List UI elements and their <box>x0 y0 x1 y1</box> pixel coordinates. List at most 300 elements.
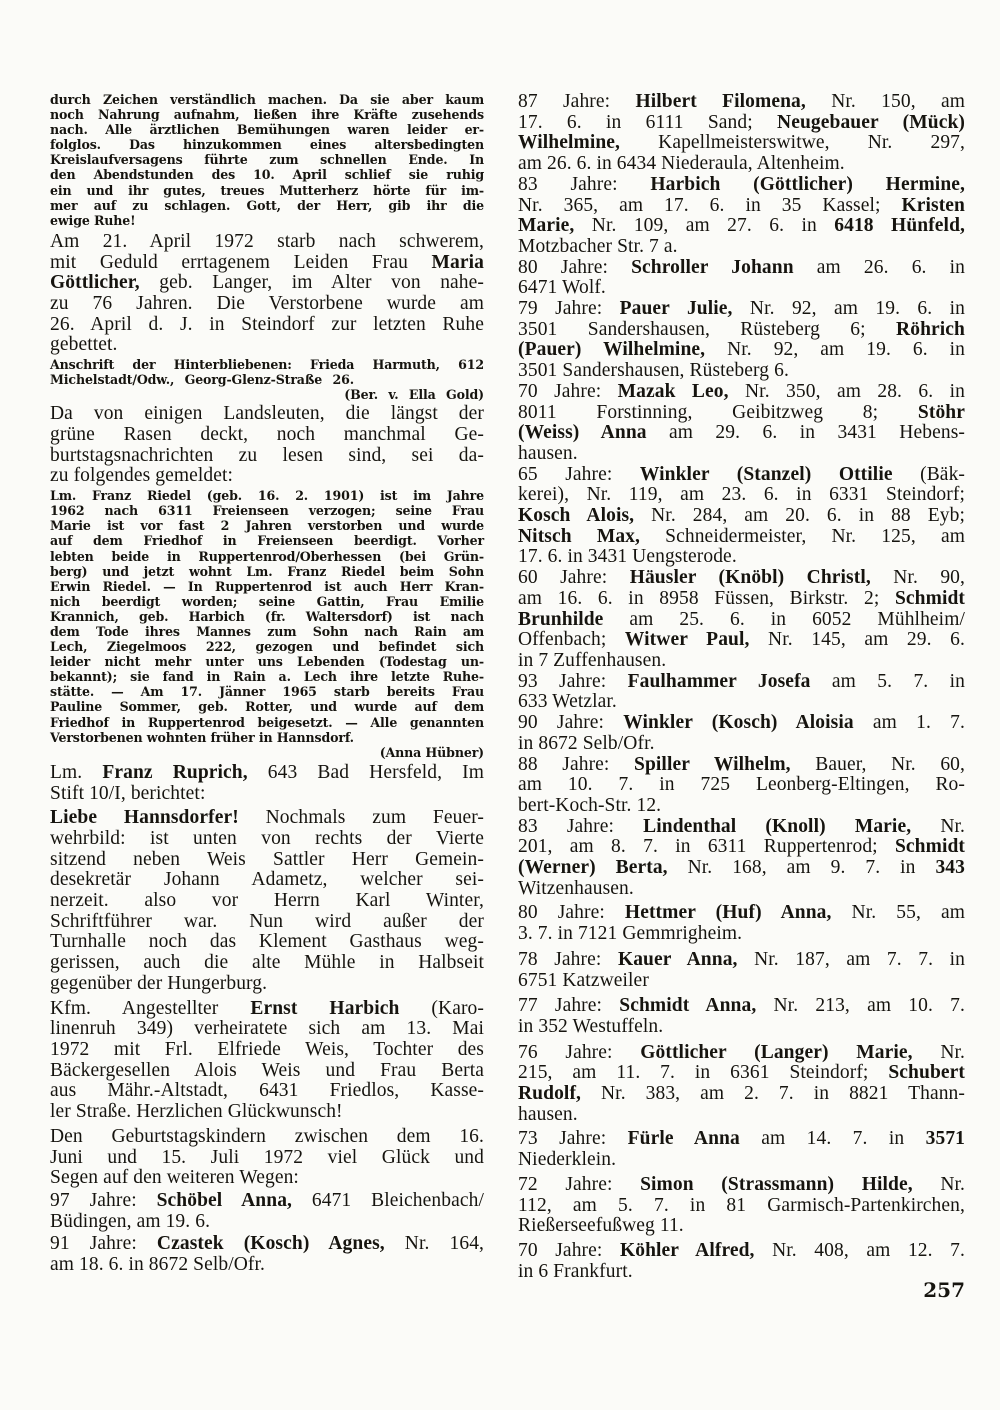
text-run: am 5. 7. in <box>810 670 966 692</box>
text-run: (Karo- <box>399 997 484 1019</box>
text-line <box>50 745 484 760</box>
bold-text-run: Marie, <box>518 215 575 237</box>
text-run: Nr. 383, am 2. 7. in 8821 Thann- <box>581 1083 965 1105</box>
text-run: am 16. 6. in 8958 Füssen, Birkstr. 2; <box>518 587 895 609</box>
text-run: stätte. — Am 17. Jänner 1965 starb bereits Frau <box>50 684 484 700</box>
text-line <box>50 1234 484 1255</box>
text-line <box>50 730 484 745</box>
text-line <box>50 107 484 122</box>
paragraph <box>50 763 484 804</box>
text-run: Nr. 92, am 19. 6. in <box>705 339 966 361</box>
text-run: nach. Alle ärztlichen Bemühungen waren leider er- <box>50 122 484 138</box>
text-run: Nr. 168, am 9. 7. in <box>667 857 936 879</box>
text-run: gegenüber der Hungerburg. <box>50 972 268 994</box>
text-run: hausen. <box>518 442 578 464</box>
text-run: Nr. 150, am <box>805 91 966 112</box>
text-line <box>518 237 965 258</box>
bold-text-run: Schubert <box>888 1062 965 1084</box>
bold-text-run: Winkler (Stanzel) Ottilie <box>639 463 893 485</box>
text-run: desekretär Johann Adametz, welcher sei- <box>50 869 484 891</box>
bold-text-run: Krannich, <box>50 608 119 624</box>
text-run: Kreislaufversagens führte zum schnellen Ende. In <box>50 152 484 168</box>
text-run: Nr. 145, am 29. 6. <box>749 629 965 651</box>
text-line <box>518 506 965 527</box>
paragraph <box>518 465 965 569</box>
text-run: (geb. 16. 2. 1901) ist im Jahre <box>190 488 484 504</box>
text-run: Nr. 164, <box>384 1233 485 1255</box>
text-run: in 7 Zuffenhausen. <box>518 649 667 671</box>
bold-text-run: (Pauer) Wilhelmine, <box>518 339 706 361</box>
text-line <box>518 796 965 817</box>
text-run: Büdingen, am 19. 6. <box>50 1210 211 1232</box>
text-run: mer auf zu schlagen. Gott, der Herr, gib ihr die <box>50 197 484 213</box>
text-line <box>50 533 484 548</box>
text-line <box>518 320 965 341</box>
text-run: Am 21. April 1972 starb nach schwerem, <box>50 230 484 252</box>
paragraph <box>518 950 965 991</box>
text-run: 76 Jahre: <box>518 1041 641 1063</box>
text-run: Niederklein. <box>518 1149 617 1171</box>
text-run: Motzbacher Str. 7 a. <box>518 235 678 257</box>
text-run: Lech, Ziegelmoos 222, gezogen und befindet sich <box>50 639 484 655</box>
paragraph <box>50 488 484 760</box>
text-run: 65 Jahre: <box>518 463 640 485</box>
text-line <box>50 167 484 182</box>
text-run: Pauline <box>50 699 120 715</box>
text-line <box>518 1043 965 1064</box>
bold-text-run: Spiller Wilhelm, <box>634 753 791 775</box>
text-run: 112, am 5. 7. in 81 Garmisch-Partenkirchen, <box>518 1194 965 1216</box>
bold-text-run: (Weiss) Anna <box>518 422 647 444</box>
paragraph <box>518 299 965 382</box>
text-run: 17. 6. in 6111 Sand; <box>518 111 778 133</box>
text-line <box>50 763 484 784</box>
text-line <box>50 1191 484 1212</box>
text-line <box>50 122 484 137</box>
text-line <box>518 1196 965 1217</box>
paragraph <box>50 92 484 228</box>
text-run: am 18. 6. in 8672 Selb/Ofr. <box>50 1254 266 1276</box>
text-line <box>50 912 484 933</box>
bold-text-run: Simon (Strassmann) Hilde, <box>640 1173 913 1195</box>
text-run: (Bäk- <box>892 463 966 485</box>
text-run: den Abendstunden des 10. April schlief sie ruhig <box>50 167 484 183</box>
text-line <box>518 1129 965 1150</box>
bold-text-run: Kauer Anna, <box>617 948 738 970</box>
text-line <box>50 699 484 714</box>
text-run: 80 Jahre: <box>518 256 632 278</box>
text-line <box>518 879 965 900</box>
text-line <box>518 113 965 134</box>
text-line <box>50 609 484 624</box>
text-line <box>518 485 965 506</box>
paragraph <box>518 1175 965 1237</box>
text-line <box>518 672 965 693</box>
paragraph <box>50 1127 484 1189</box>
text-run: 83 Jahre: <box>518 173 651 195</box>
text-line <box>50 1168 484 1189</box>
text-line <box>518 651 965 672</box>
text-run: am 1. 7. <box>853 712 965 734</box>
text-run: 77 Jahre: <box>518 995 620 1017</box>
text-run: dem Tode ihres Mannes zum Sohn nach Rain am <box>50 624 484 639</box>
text-line <box>518 630 965 651</box>
bold-text-run: Sommer, <box>119 699 181 715</box>
text-line <box>518 775 965 796</box>
paragraph <box>518 755 965 817</box>
text-line <box>518 423 965 444</box>
text-line <box>518 589 965 610</box>
text-line <box>50 932 484 953</box>
text-line <box>518 278 965 299</box>
bold-text-run: 3571 <box>925 1128 966 1150</box>
text-run: 633 Wetzlar. <box>518 691 617 713</box>
bold-text-run: Neugebauer (Mück) <box>777 111 965 133</box>
text-line <box>50 466 484 487</box>
text-line <box>50 387 484 402</box>
text-run: Nr. 350, am 28. 6. in <box>728 380 965 402</box>
text-line <box>50 1061 484 1082</box>
text-run: zu folgendes gemeldet: <box>50 465 234 487</box>
text-line <box>518 924 965 945</box>
text-line <box>50 315 484 336</box>
text-run: (Anna Hübner) <box>379 744 484 760</box>
text-line <box>50 503 484 518</box>
text-run: Marie ist vor fast 2 Jahren verstorben und wurde <box>50 518 484 534</box>
text-run: ein und ihr gutes, treues Mutterherz hörte für im- <box>50 182 484 198</box>
text-run: aus Mähr.-Altstadt, 6431 Friedlos, Kasse- <box>50 1080 484 1102</box>
text-line <box>50 870 484 891</box>
text-run: bekannt); sie fand in Rain a. Lech ihre letzte Ruhe- <box>50 669 484 685</box>
bold-text-run: Harbich (Göttlicher) Hermine, <box>650 173 965 195</box>
text-run: Witzenhausen. <box>518 877 634 899</box>
text-run: 1972 mit Frl. Elfriede Weis, Tochter des <box>50 1038 484 1060</box>
text-line <box>518 1175 965 1196</box>
text-line <box>50 1127 484 1148</box>
text-run: 643 Bad Hersfeld, Im <box>247 761 485 783</box>
text-run: Bauer, Nr. 60, <box>790 753 966 775</box>
text-run: am 29. 6. in 3431 Hebens- <box>646 422 965 444</box>
text-line <box>518 1017 965 1038</box>
text-run: Michelstadt/Odw., Georg-Glenz-Straße 26. <box>50 372 354 388</box>
text-line <box>50 669 484 684</box>
text-run: burtstagsnachrichten zu lesen sind, sei da- <box>50 444 484 466</box>
text-run: nich beerdigt worden; seine Gattin, Frau Emilie <box>50 593 484 609</box>
text-run: durch Zeichen verständlich machen. Da sie aber kaum <box>50 92 484 107</box>
text-run: Nr. 109, am 27. 6. in <box>574 215 835 237</box>
text-line <box>518 547 965 568</box>
text-run: 72 Jahre: <box>518 1173 641 1195</box>
text-line <box>518 382 965 403</box>
paragraph <box>50 404 484 487</box>
paragraph <box>50 808 484 994</box>
text-run: Erwin Riedel. — In Ruppertenrod ist auch Herr Kran- <box>50 578 484 594</box>
text-run: Nr. <box>912 1041 966 1063</box>
text-line <box>50 1212 484 1233</box>
bold-text-run: 6418 Hünfeld, <box>834 215 965 237</box>
text-run: Nr. 90, <box>870 567 965 589</box>
bold-text-run: Czastek (Kosch) Agnes, <box>156 1233 385 1255</box>
text-run: gebettet. <box>50 334 118 356</box>
bold-text-run: Faulhammer Josefa <box>627 670 811 692</box>
bold-text-run: Schmidt <box>894 836 965 858</box>
paragraph <box>518 92 965 175</box>
text-run: Nr. 284, am 20. 6. in 88 Eyb; <box>634 505 965 527</box>
paragraph <box>518 713 965 754</box>
text-line <box>518 734 965 755</box>
bold-text-run: Brunhilde <box>518 608 604 630</box>
text-line <box>518 444 965 465</box>
text-run: 60 Jahre: <box>518 567 630 589</box>
bold-text-run: Schmidt <box>894 587 965 609</box>
text-line <box>50 1019 484 1040</box>
bold-text-run: Hilbert Filomena, <box>635 91 806 112</box>
text-line <box>50 137 484 152</box>
text-run: linenruh 349) verheiratete sich am 13. Mai <box>50 1018 484 1040</box>
text-line <box>518 858 965 879</box>
text-line <box>50 273 484 294</box>
text-run: 6471 Bleichenbach/ <box>292 1189 484 1211</box>
paragraph <box>50 357 484 402</box>
text-run: am 25. 6. in 6052 Mühlheim/ <box>603 608 965 630</box>
text-line <box>50 549 484 564</box>
text-line <box>518 996 965 1017</box>
bold-text-run: Kristen <box>901 194 965 216</box>
text-line <box>50 639 484 654</box>
text-run: 73 Jahre: <box>518 1128 628 1150</box>
bold-text-run: Schroller Johann <box>631 256 794 278</box>
bold-text-run: Franz Ruprich, <box>102 761 248 783</box>
text-line <box>50 152 484 167</box>
text-run: Schneidermeister, Nr. 125, am <box>640 525 965 547</box>
text-line <box>518 755 965 776</box>
text-run: grüne Rasen deckt, noch manchmal Ge- <box>50 424 484 446</box>
text-run: Nr. 213, am 10. 7. <box>756 995 965 1017</box>
text-line <box>50 488 484 503</box>
text-run: 26. April d. J. in Steindorf zur letzten Ruhe <box>50 313 484 335</box>
text-line <box>50 446 484 467</box>
text-run: in 8672 Selb/Ofr. <box>518 732 655 754</box>
bold-text-run: Ernst Harbich <box>250 997 400 1019</box>
text-line <box>50 784 484 805</box>
text-run: 97 Jahre: <box>50 1189 157 1211</box>
text-line <box>50 213 484 228</box>
text-line <box>518 1084 965 1105</box>
text-run: 3501 Sandershausen, Rüsteberg 6. <box>518 360 789 382</box>
bold-text-run: Göttlicher, <box>50 272 140 294</box>
bold-text-run: Fürle Anna <box>627 1128 740 1150</box>
text-line <box>50 198 484 213</box>
text-run: kerei), Nr. 119, am 23. 6. in 6331 Steindorf; <box>518 484 965 506</box>
page-number: 257 <box>923 1278 965 1302</box>
text-line <box>50 999 484 1020</box>
bold-text-run: Kosch Alois, <box>518 505 635 527</box>
text-line <box>518 196 965 217</box>
column-left <box>50 92 484 1276</box>
text-run: 70 Jahre: <box>518 1239 620 1261</box>
text-line <box>518 1105 965 1126</box>
text-run: noch Nahrung aufnahm, ließen ihre Kräfte zusehends <box>50 107 484 123</box>
text-run: folglos. Das hinzukommen eines altersbedingten <box>50 137 484 153</box>
text-run: mit Geduld errtagenem Leiden Frau <box>50 251 432 273</box>
text-line <box>518 1241 965 1262</box>
text-run: Juni und 15. Juli 1972 viel Glück und <box>50 1146 484 1168</box>
paragraph <box>518 817 965 900</box>
bold-text-run: (Werner) Berta, <box>518 857 668 879</box>
text-line <box>50 579 484 594</box>
text-line <box>518 713 965 734</box>
bold-text-run: Lindenthal (Knoll) Marie, <box>643 815 912 837</box>
text-run: gerissen, auch die alte Mühle in Halbseit <box>50 952 484 974</box>
text-run: 91 Jahre: <box>50 1233 157 1255</box>
text-run: Nr. 187, am 7. 7. in <box>737 948 965 970</box>
paragraph <box>518 903 965 944</box>
text-run: in 6 Frankfurt. <box>518 1260 633 1282</box>
bold-text-run: Wilhelmine, <box>518 132 621 154</box>
text-run: 3. 7. in 7121 Gemmrigheim. <box>518 923 743 945</box>
text-run: ler Straße. Herzlichen Glückwunsch! <box>50 1101 343 1123</box>
text-run: am 10. 7. in 725 Leonberg-Eltingen, Ro- <box>518 774 965 796</box>
text-run: wehrbild: ist unten von rechts der Vierte <box>50 827 484 849</box>
text-line <box>518 133 965 154</box>
bold-text-run: Schmidt Anna, <box>619 995 757 1017</box>
paragraph <box>518 258 965 299</box>
text-run: geb. Langer, im Alter von nahe- <box>139 272 484 294</box>
text-run: am 26. 6. in <box>793 256 965 278</box>
column-right <box>518 92 965 1282</box>
bold-text-run: 343 <box>935 857 965 879</box>
text-run: 79 Jahre: <box>518 298 620 320</box>
text-run: am 26. 6. in 6434 Niederaula, Altenheim. <box>518 153 845 175</box>
text-line <box>50 294 484 315</box>
text-line <box>50 92 484 107</box>
text-line <box>50 1081 484 1102</box>
text-run: zu 76 Jahren. Die Verstorbene wurde am <box>50 292 484 314</box>
bold-text-run: Winkler (Kosch) Aloisia <box>623 712 854 734</box>
text-line <box>518 216 965 237</box>
bold-text-run: Pauer Julie, <box>619 298 733 320</box>
text-run: Nr. 92, am 19. 6. in <box>732 298 966 320</box>
text-run: Kapellmeisterswitwe, Nr. 297, <box>620 132 965 154</box>
bold-text-run: Maria <box>431 251 484 273</box>
text-line <box>50 808 484 829</box>
text-run: 1962 nach 6311 Freienseen verzogen; seine Frau <box>50 503 484 519</box>
text-line <box>50 684 484 699</box>
text-line <box>50 891 484 912</box>
text-run: 93 Jahre: <box>518 670 628 692</box>
text-line <box>50 829 484 850</box>
bold-text-run: Hettmer (Huf) Anna, <box>624 902 832 924</box>
text-run: Nr. 365, am 17. 6. in 35 Kassel; <box>518 194 902 216</box>
bold-text-run: Rudolf, <box>518 1083 582 1105</box>
text-run: ewige Ruhe! <box>50 212 136 228</box>
text-line <box>50 232 484 253</box>
bold-text-run: Röhrich <box>896 318 965 340</box>
text-run: Verstorbenen wohnten früher in Hannsdorf. <box>50 729 354 745</box>
text-line <box>518 299 965 320</box>
text-run: 87 Jahre: <box>518 91 636 112</box>
text-line <box>50 974 484 995</box>
text-run: Den Geburtstagskindern zwischen dem 16. <box>50 1125 484 1147</box>
paragraph <box>50 1234 484 1275</box>
text-run: Segen auf den weiteren Wegen: <box>50 1167 299 1189</box>
text-line <box>518 465 965 486</box>
text-line <box>518 403 965 424</box>
text-run: am 14. 7. in <box>739 1128 926 1150</box>
text-run: Rießerseefußweg 11. <box>518 1215 684 1237</box>
text-line <box>50 594 484 609</box>
text-run: 215, am 11. 7. in 6361 Steindorf; <box>518 1062 889 1084</box>
text-line <box>518 610 965 631</box>
bold-text-run: Nitsch Max, <box>518 525 641 547</box>
text-line <box>50 564 484 579</box>
text-run: sitzend neben Weis Sattler Herr Gemein- <box>50 848 484 870</box>
text-run: Nr. <box>911 815 965 837</box>
text-line <box>50 624 484 639</box>
text-run: 88 Jahre: <box>518 753 635 775</box>
text-line <box>50 183 484 198</box>
text-line <box>50 335 484 356</box>
text-line <box>50 850 484 871</box>
text-run: in 352 Westuffeln. <box>518 1015 664 1037</box>
text-line <box>518 950 965 971</box>
text-line <box>50 253 484 274</box>
text-run: Bäckergesellen Alois Weis und Frau Berta <box>50 1059 484 1081</box>
text-run: 3501 Sandershausen, Rüsteberg 6; <box>518 318 897 340</box>
text-run: 90 Jahre: <box>518 712 624 734</box>
text-line <box>50 1255 484 1276</box>
text-line <box>50 1040 484 1061</box>
text-line <box>518 258 965 279</box>
text-run: nerzeit. also vor Herrn Karl Winter, <box>50 890 484 912</box>
text-line <box>518 1150 965 1171</box>
text-run: 17. 6. in 3431 Uengsterode. <box>518 546 737 568</box>
text-line <box>50 404 484 425</box>
paragraph <box>518 568 965 672</box>
text-line <box>50 715 484 730</box>
text-run: Lm. Franz <box>50 488 147 504</box>
text-run: Nr. 408, am 12. 7. <box>754 1239 965 1261</box>
text-run: Turnhalle noch das Klement Gasthaus weg- <box>50 931 484 953</box>
text-line <box>518 837 965 858</box>
text-line <box>50 425 484 446</box>
bold-text-run: Köhler Alfred, <box>619 1239 755 1261</box>
text-run: Schriftführer war. Nun wird außer der <box>50 910 484 932</box>
text-run: 83 Jahre: <box>518 815 644 837</box>
text-line <box>518 92 965 113</box>
text-run: Nr. 55, am <box>831 902 965 924</box>
paragraph <box>50 232 484 356</box>
text-run: Friedhof in Ruppertenrod beigesetzt. — Alle genannten <box>50 714 484 730</box>
bold-text-run: Göttlicher (Langer) Marie, <box>640 1041 913 1063</box>
bold-text-run: Witwer Paul, <box>624 629 750 651</box>
bold-text-run: Stöhr <box>917 401 965 423</box>
paragraph <box>518 996 965 1037</box>
text-line <box>50 1148 484 1169</box>
text-run: leider nicht mehr unter uns Lebenden (Todestag un- <box>50 654 484 670</box>
text-run: 80 Jahre: <box>518 902 625 924</box>
paragraph <box>518 382 965 465</box>
text-run: geb. Harbich (fr. Waltersdorf) ist nach <box>118 608 484 624</box>
text-run: Nr. <box>912 1173 965 1195</box>
text-line <box>50 953 484 974</box>
text-line <box>518 971 965 992</box>
text-line <box>50 1102 484 1123</box>
text-run: (Ber. v. Ella Gold) <box>344 387 484 403</box>
text-run: Kfm. Angestellter <box>50 997 251 1019</box>
text-run: 201, am 8. 7. in 6311 Ruppertenrod; <box>518 836 895 858</box>
text-line <box>518 527 965 548</box>
